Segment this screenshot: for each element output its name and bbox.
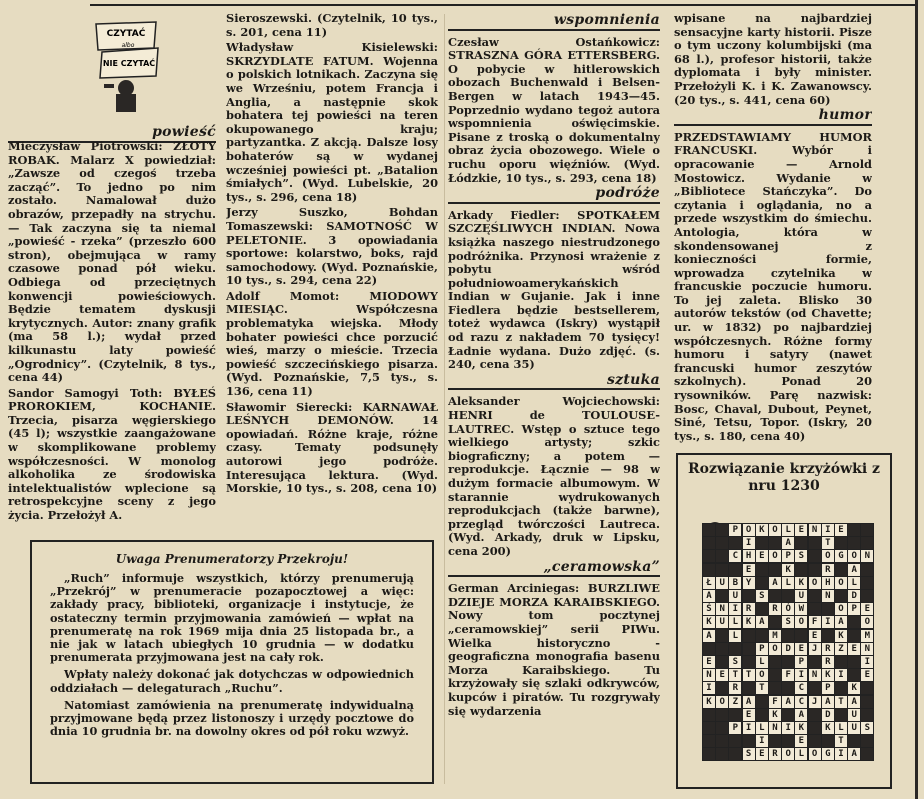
crossword-cell: N (808, 668, 822, 682)
crossword-cell (755, 629, 769, 643)
crossword-cell: I (742, 721, 756, 735)
crossword-cell (860, 536, 874, 550)
crossword-cell (821, 602, 835, 616)
crossword-cell (781, 708, 795, 722)
crossword-cell: E (794, 642, 808, 656)
czytac-albo-nie-czytac-logo (86, 18, 166, 114)
notice-paragraph-2: Wpłaty należy dokonać jak dotychczas w odpowiednich oddziałach — delegaturach „Ruchu”. (50, 667, 414, 695)
crossword-cell (860, 563, 874, 577)
crossword-cell: N (768, 721, 782, 735)
crossword-cell: F (781, 668, 795, 682)
crossword-cell: P (728, 721, 742, 735)
crossword-cell: K (847, 681, 861, 695)
crossword-cell: U (715, 576, 729, 590)
crossword-cell: P (847, 602, 861, 616)
crossword-cell: R (821, 655, 835, 669)
crossword-cell: T (742, 668, 756, 682)
crossword-cell: A (821, 695, 835, 709)
crossword-cell (847, 629, 861, 643)
crossword-cell (781, 629, 795, 643)
crossword-cell: U (728, 589, 742, 603)
crossword-cell: O (808, 747, 822, 761)
crossword-cell: D (781, 642, 795, 656)
crossword-cell (768, 615, 782, 629)
crossword-cell (821, 629, 835, 643)
crossword-cell (702, 708, 716, 722)
crossword-cell: T (834, 695, 848, 709)
crossword-cell: S (860, 721, 874, 735)
crossword-cell (702, 549, 716, 563)
crossword-cell (860, 681, 874, 695)
crossword-cell: N (860, 549, 874, 563)
crossword-cell: P (781, 549, 795, 563)
crossword-cell: K (742, 615, 756, 629)
crossword-cell: A (847, 563, 861, 577)
crossword-cell: A (794, 708, 808, 722)
crossword-cell (715, 642, 729, 656)
crossword-cell: E (860, 602, 874, 616)
crossword-cell: C (794, 695, 808, 709)
crossword-cell (715, 589, 729, 603)
crossword-cell: I (834, 747, 848, 761)
crossword-cell: K (821, 721, 835, 735)
notice-paragraph-1: „Ruch” informuje wszystkich, którzy prenumerują „Przekrój” w prenumeracie pozapocztowej a więc: zakłady pracy, biblioteki, organizacje i instytucje, że ostateczny termin przyjmowania zamówień — wpłat na prenumeratę na rok 1969 mija dnia 25 listopada br., a nie jak w latach ubiegłych 10 grudnia — w dodatku prenumerata przyjmowana jest na cały rok. (50, 571, 414, 665)
subscription-notice (30, 540, 434, 784)
crossword-cell (742, 589, 756, 603)
crossword-cell: K (794, 721, 808, 735)
crossword-cell: A (847, 695, 861, 709)
crossword-cell (702, 523, 716, 537)
crossword-cell (755, 708, 769, 722)
crossword-cell (715, 523, 729, 537)
crossword-cell: H (742, 549, 756, 563)
crossword-cell: E (755, 549, 769, 563)
crossword-cell: N (860, 642, 874, 656)
crossword-cell: I (781, 721, 795, 735)
crossword-cell: E (860, 668, 874, 682)
crossword-cell (860, 734, 874, 748)
review-bylesh-prorokiem: Sandor Samogyi Toth: BYŁEŚ PROROKIEM, KOCHANIE. Trzecia, pisarza węgierskiego (45 l); wszystkie zaangażowane w skomplikowane problemy współczesności. W monolog alkoholika ze środowiska intelektualistów wplecione są retrospekcyjne sceny z jego życia. Przełożył A. (8, 385, 216, 523)
crossword-title: Rozwiązanie krzyżówki z nru 1230 (687, 461, 880, 494)
crossword-cell (768, 655, 782, 669)
crossword-cell (847, 655, 861, 669)
crossword-cell: I (742, 536, 756, 550)
section-wspomnienia: wspomnienia (448, 14, 660, 31)
crossword-cell (781, 734, 795, 748)
review-karnawal-lesnych-demonow: Sławomir Sierecki: KARNAWAŁ LEŚNYCH DEMONÓW. 14 opowiadań. Różne kraje, różne czasy. Tematy podsunęły autorowi jego podróże. Interesująca lektura. (Wyd. Morskie, 10 tys., s. 208, cena 10) (226, 399, 438, 496)
crossword-cell (860, 523, 874, 537)
crossword-cell (808, 681, 822, 695)
crossword-cell: L (728, 615, 742, 629)
crossword-cell (860, 708, 874, 722)
crossword-cell: O (742, 523, 756, 537)
crossword-cell: E (715, 668, 729, 682)
crossword-cell: J (808, 695, 822, 709)
crossword-cell (702, 721, 716, 735)
section-podroze: podróże (448, 187, 660, 204)
crossword-cell (715, 549, 729, 563)
crossword-cell: L (847, 576, 861, 590)
crossword-cell: U (847, 708, 861, 722)
crossword-cell (808, 589, 822, 603)
crossword-cell: R (821, 563, 835, 577)
crossword-cell: S (794, 549, 808, 563)
svg-text:NIE CZYTAĆ: NIE CZYTAĆ (102, 59, 156, 68)
section-ceramowska: „ceramowska” (448, 561, 660, 578)
crossword-cell: K (834, 629, 848, 643)
crossword-cell (860, 576, 874, 590)
crossword-cell (834, 536, 848, 550)
crossword-cell (834, 708, 848, 722)
crossword-cell: L (834, 721, 848, 735)
crossword-cell: G (821, 747, 835, 761)
crossword-cell: I (821, 523, 835, 537)
crossword-cell (702, 734, 716, 748)
crossword-cell: A (781, 536, 795, 550)
crossword-cell (781, 589, 795, 603)
review-humor-francuski: PRZEDSTAWIAMY HUMOR FRANCUSKI. Wybór i opracowanie — Arnold Mostowicz. Wydanie w „Bibliotece Stańczyka”. Do czytania i oglądania, no a przede wszystkim do śmiechu. Antologia, która w skondensowanej z konieczności formie, wprowadza czytelnika w francuskie poczucie humoru. To jej zaleta. Blisko 30 autorów tekstów (od Chavette; ur. w 1832) po najbardziej współczesnych. Różne formy humoru i satyry (nawet francuski humor zeszytów szkolnych). Ponad 20 rysowników. Parę nazwisk: Bosc, Chaval, Dubout, Peynet, Siné, Tetsu, Topor. (Iskry, 20 tys., s. 180, cena 40) (674, 129, 872, 443)
crossword-cell (715, 536, 729, 550)
crossword-cell (768, 681, 782, 695)
crossword-cell: W (794, 602, 808, 616)
crossword-cell: O (834, 602, 848, 616)
crossword-cell (728, 708, 742, 722)
crossword-cell (860, 695, 874, 709)
crossword-cell (742, 642, 756, 656)
crossword-cell (755, 602, 769, 616)
crossword-cell: P (728, 523, 742, 537)
crossword-cell (860, 747, 874, 761)
crossword-cell: R (821, 642, 835, 656)
column-4 (674, 12, 872, 445)
crossword-cell: I (702, 681, 716, 695)
page-edge (915, 0, 918, 799)
crossword-cell: T (755, 681, 769, 695)
crossword-cell: K (794, 576, 808, 590)
crossword-cell (715, 655, 729, 669)
crossword-cell (715, 721, 729, 735)
column-1 (8, 140, 216, 525)
crossword-cell: Z (728, 695, 742, 709)
review-miodowy-miesiac: Adolf Momot: MIODOWY MIESIĄC. Współczesna problematyka wiejska. Młody bohater powieści chce porzucić wieś, marzy o mieście. Trzecia powieść szczecińskiego pisarza. (Wyd. Poznańskie, 7,5 tys., s. 136, cena 11) (226, 288, 438, 399)
crossword-cell (808, 655, 822, 669)
crossword-cell: E (742, 708, 756, 722)
crossword-cell: A (847, 747, 861, 761)
crossword-cell: A (781, 695, 795, 709)
crossword-cell (808, 549, 822, 563)
crossword-cell (768, 589, 782, 603)
crossword-cell: S (728, 655, 742, 669)
column-2 (226, 12, 438, 498)
crossword-cell: I (794, 668, 808, 682)
notice-paragraph-3: Natomiast zamówienia na prenumeratę indywidualną przyjmowane będą przez listonoszy i urzędy pocztowe do dnia 10 grudnia br. na dowolny okres od pół roku wzwyż. (50, 697, 414, 739)
crossword-cell: K (821, 668, 835, 682)
crossword-cell: K (768, 708, 782, 722)
column-3 (448, 12, 660, 720)
crossword-cell: A (702, 629, 716, 643)
crossword-cell (781, 655, 795, 669)
crossword-cell (808, 563, 822, 577)
crossword-cell: L (755, 721, 769, 735)
column-rule (444, 14, 445, 784)
crossword-cell (821, 734, 835, 748)
crossword-cell: O (821, 549, 835, 563)
notice-title: Uwaga Prenumeratorzy Przekroju! (115, 552, 349, 566)
crossword-cell: E (794, 523, 808, 537)
crossword-cell (715, 747, 729, 761)
crossword-cell: R (768, 602, 782, 616)
crossword-cell (808, 602, 822, 616)
crossword-cell: A (768, 576, 782, 590)
crossword-cell: A (702, 589, 716, 603)
crossword-cell (742, 629, 756, 643)
crossword-cell: O (768, 549, 782, 563)
crossword-cell (715, 629, 729, 643)
review-burzliwe-dzieje: German Arciniegas: BURZLIWE DZIEJE MORZA KARAIBSKIEGO. Nowy tom pocztynej „ceramowskiej” serii PIWu. Wielka historyczno - geograficzna monografia basenu Morza Karaibskiego. Tu krzyżowały się szlaki odkrywców, kupców i piratów. Tu rozgrywały się wydarzenia (448, 581, 660, 718)
crossword-cell (768, 734, 782, 748)
crossword-cell (728, 734, 742, 748)
crossword-cell: O (768, 523, 782, 537)
crossword-cell: O (847, 549, 861, 563)
crossword-cell: P (755, 642, 769, 656)
crossword-cell (834, 589, 848, 603)
crossword-cell: T (821, 536, 835, 550)
crossword-cell (742, 655, 756, 669)
crossword-cell: E (755, 747, 769, 761)
review-zloty-robak: Mieczysław Piotrowski: ZŁOTY ROBAK. Malarz X powiedział: „Zawsze od czegoś trzeba zacząć”. To jedno po nim zostało. Namalował dużo obrazów, przepadły na strychu. — Tak zaczyna się ta niemal „powieść - rzeka” (przeszło 600 stron), obejmująca w ramy czasowe ponad pół wieku. Odbiega od przeciętnych konwencji powieściowych. Będzie tematem dyskusji krytycznych. Autor: znany grafik (ma 58 l.); wydał przed kilkunastu laty powieść „Ogrodnicy”. (Czytelnik, 8 tys., cena 44) (8, 140, 216, 385)
crossword-cell: O (715, 695, 729, 709)
crossword-cell (755, 563, 769, 577)
crossword-cell (847, 615, 861, 629)
crossword-cell: R (742, 602, 756, 616)
crossword-cell (728, 536, 742, 550)
crossword-cell: O (834, 576, 848, 590)
crossword-cell: K (781, 563, 795, 577)
crossword-cell: P (794, 655, 808, 669)
crossword-cell: R (768, 747, 782, 761)
crossword-cell: I (728, 602, 742, 616)
review-samotnosc-w-peletonie: Jerzy Suszko, Bohdan Tomaszewski: SAMOTNOŚĆ W PELETONIE. 3 opowiadania sportowe: kolarstwo, boks, rajd samochodowy. (Wyd. Poznańskie, 10 tys., s. 294, cena 22) (226, 205, 438, 288)
crossword-cell (834, 681, 848, 695)
crossword-cell (834, 655, 848, 669)
crossword-cell (728, 747, 742, 761)
crossword-cell: E (834, 523, 848, 537)
crossword-cell: L (794, 747, 808, 761)
crossword-cell (860, 589, 874, 603)
crossword-cell: E (794, 734, 808, 748)
section-sztuka: sztuka (448, 374, 660, 391)
crossword-cell (715, 563, 729, 577)
crossword-cell: E (742, 563, 756, 577)
crossword-cell (702, 642, 716, 656)
crossword-cell: Ś (702, 602, 716, 616)
crossword-cell: N (702, 668, 716, 682)
crossword-cell: A (742, 695, 756, 709)
crossword-cell: O (860, 615, 874, 629)
crossword-cell: E (847, 642, 861, 656)
crossword-cell: O (768, 642, 782, 656)
crossword-cell: D (821, 708, 835, 722)
crossword-cell: M (860, 629, 874, 643)
review-continuation-col4: wpisane na najbardziej sensacyjne karty historii. Pisze o tym uczony kolumbijski (ma 68 l.), profesor historii, także dyplomata i były minister. Przełożyli K. i K. Zawanowscy. (20 tys., s. 441, cena 60) (674, 12, 872, 107)
crossword-cell: T (834, 734, 848, 748)
crossword-cell: S (755, 589, 769, 603)
crossword-cell (808, 536, 822, 550)
crossword-cell (847, 668, 861, 682)
crossword-cell: N (715, 602, 729, 616)
crossword-cell (781, 681, 795, 695)
crossword-cell: U (715, 615, 729, 629)
crossword-cell: J (808, 642, 822, 656)
crossword-cell (768, 536, 782, 550)
crossword-cell (755, 576, 769, 590)
crossword-cell (768, 563, 782, 577)
crossword-cell: I (821, 615, 835, 629)
crossword-cell (702, 563, 716, 577)
crossword-cell (742, 681, 756, 695)
crossword-cell: O (794, 615, 808, 629)
review-spotkalem-indian: Arkady Fiedler: SPOTKAŁEM SZCZĘŚLIWYCH INDIAN. Nowa książka naszego niestrudzonego podróżnika. Przynosi wrażenie z pobytu wśród południowoamerykańskich Indian w Gujanie. Jak i inne Fiedlera będzie bestsellerem, toteż wydawca (Iskry) wystąpił od razu z nakładem 70 tysięcy! Ładnie wydana. Dużo zdjęć. (s. 240, cena 35) (448, 207, 660, 372)
crossword-cell: R (728, 681, 742, 695)
crossword-cell (847, 734, 861, 748)
crossword-cell: A (834, 615, 848, 629)
crossword-cell: K (755, 523, 769, 537)
crossword-cell: S (742, 747, 756, 761)
crossword-cell (794, 629, 808, 643)
crossword-cell: T (728, 668, 742, 682)
crossword-cell: K (702, 615, 716, 629)
crossword-cell: P (821, 681, 835, 695)
crossword-cell: M (768, 629, 782, 643)
review-straszna-gora: Czesław Ostańkowicz: STRASZNA GÓRA ETTERSBERG. O pobycie w hitlerowskich obozach Buchenwald i Belsen-Bergen w latach 1943—45. Poprzednio wydano tegoż autora wspomnienia oświęcimskie. Pisane z troską o dokumentalny obraz życia obozowego. Wiele o ruchu oporu więźniów. (Wyd. Łódzkie, 10 tys., s. 293, cena 18) (448, 34, 660, 185)
crossword-cell (702, 747, 716, 761)
crossword-cell: E (808, 629, 822, 643)
crossword-cell: U (847, 721, 861, 735)
crossword-cell: E (702, 655, 716, 669)
crossword-cell: L (728, 629, 742, 643)
crossword-cell: F (768, 695, 782, 709)
crossword-cell: H (821, 576, 835, 590)
crossword-cell (702, 536, 716, 550)
crossword-cell: I (834, 668, 848, 682)
crossword-cell (768, 668, 782, 682)
crossword-cell (847, 523, 861, 537)
crossword-cell (808, 708, 822, 722)
svg-text:CZYTAĆ: CZYTAĆ (106, 29, 146, 39)
crossword-cell: O (781, 747, 795, 761)
crossword-cell (728, 642, 742, 656)
crossword-cell: I (860, 655, 874, 669)
crossword-cell: I (755, 734, 769, 748)
crossword-cell (715, 681, 729, 695)
crossword-cell: F (808, 615, 822, 629)
crossword-cell: L (781, 523, 795, 537)
crossword-cell (808, 734, 822, 748)
crossword-cell (728, 563, 742, 577)
crossword-cell: L (781, 576, 795, 590)
crossword-cell (794, 563, 808, 577)
crossword-cell: Z (834, 642, 848, 656)
review-continuation: Sieroszewski. (Czytelnik, 10 tys., s. 201, cena 11) (226, 12, 438, 39)
crossword-cell: N (808, 523, 822, 537)
review-toulouse-lautrec: Aleksander Wojciechowski: HENRI de TOULOUSE-LAUTREC. Wstęp o sztuce tego wielkiego artysty; szkic biograficzny; a potem — reprodukcje. Łącznie — 98 w dużym formacie albumowym. W starannie wydrukowanych reprodukcjach (także barwne), przegląd twórczości Lautreca. (Wyd. Arkady, druk w Lipsku, cena 200) (448, 394, 660, 558)
crossword-cell: Ó (781, 602, 795, 616)
svg-text:albo: albo (121, 42, 135, 49)
review-skrzydlate-fatum: Władysław Kisielewski: SKRZYDLATE FATUM. Wojenna o polskich lotnikach. Zaczyna się we Wrześniu, potem Francja i Anglia, a następnie skok bohatera tej powieści na teren okupowanego kraju; partyzantka. Z akcją. Dalsze losy bohaterów są w wydanej wcześniej powieści pt. „Batalion śmiałych”. (Wyd. Lubelskie, 20 tys., s. 296, cena 18) (226, 40, 438, 204)
crossword-cell: A (755, 615, 769, 629)
crossword-cell: B (728, 576, 742, 590)
crossword-cell: Ł (702, 576, 716, 590)
crossword-cell: C (728, 549, 742, 563)
crossword-cell: S (781, 615, 795, 629)
crossword-cell (755, 536, 769, 550)
section-humor: humor (674, 109, 872, 126)
crossword-cell (794, 536, 808, 550)
crossword-cell: K (702, 695, 716, 709)
crossword-cell (742, 734, 756, 748)
crossword-solution-box (676, 453, 892, 789)
crossword-cell: Y (742, 576, 756, 590)
crossword-cell: L (755, 655, 769, 669)
crossword-cell (834, 563, 848, 577)
crossword-cell (715, 734, 729, 748)
crossword-cell: C (794, 681, 808, 695)
section-powiesc: powieść (8, 124, 216, 143)
crossword-cell (715, 708, 729, 722)
crossword-cell: N (821, 589, 835, 603)
crossword-cell (755, 695, 769, 709)
crossword-cell (808, 721, 822, 735)
crossword-cell: O (808, 576, 822, 590)
crossword-cell: U (794, 589, 808, 603)
crossword-cell: G (834, 549, 848, 563)
top-rule (90, 4, 918, 6)
crossword-cell: D (847, 589, 861, 603)
crossword-cell: O (755, 668, 769, 682)
crossword-cell (847, 536, 861, 550)
